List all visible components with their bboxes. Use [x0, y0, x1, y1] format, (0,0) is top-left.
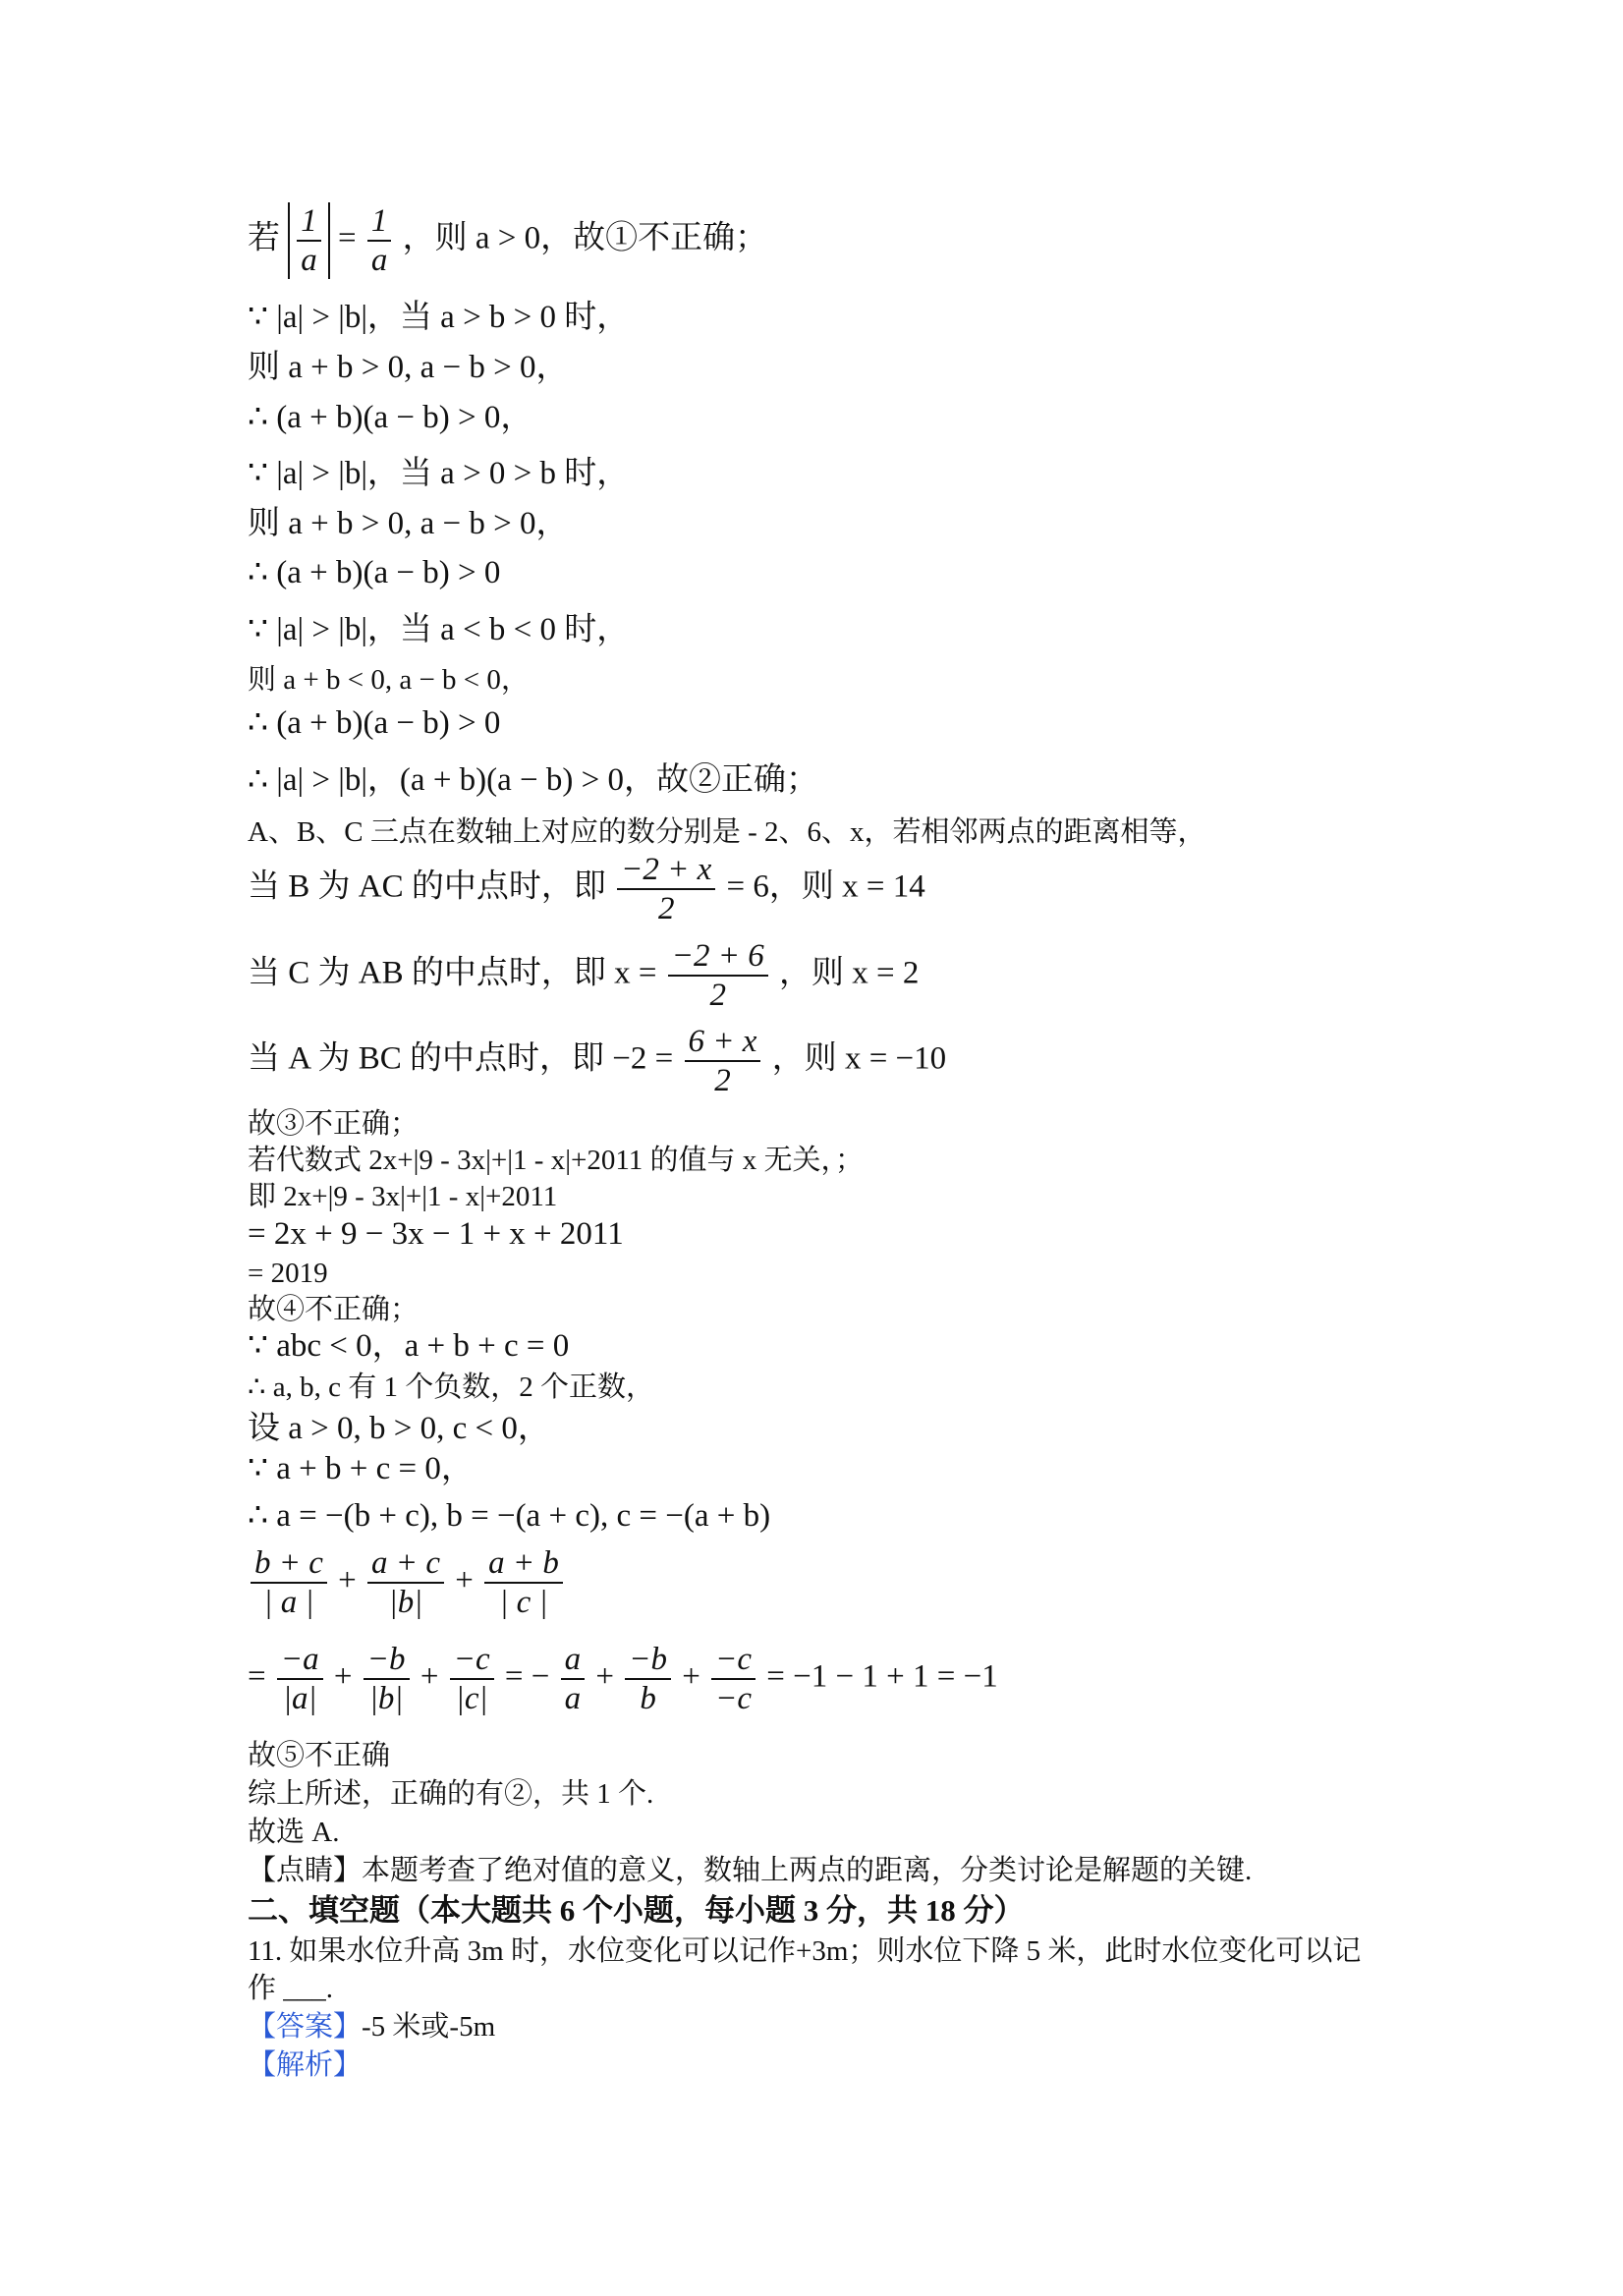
line: ∵ |a| > |b|，当 a < b < 0 时，: [248, 612, 630, 647]
text: 若: [248, 220, 280, 256]
fraction: $\frac{a + c}{|b|}$: [367, 1544, 444, 1621]
line: ∴ a = −(b + c), b = −(a + c), c = −(a + b): [248, 1498, 771, 1534]
line: ∵ |a| > |b|，当 a > 0 > b 时，: [248, 456, 630, 491]
line-fraction-sum: $\frac{b + c}{| a |}$ + $\frac{a + c}{|b|}$ + $\frac{a + b}{| c |}$: [248, 1544, 566, 1621]
line: ∴ (a + b)(a − b) > 0，: [248, 400, 533, 435]
line-midpoint-c: 当 C 为 AB 的中点时，即 x = $\frac{-2 + 6}{2}$ ，则 x = 2: [248, 938, 920, 1013]
fraction: $\frac{b + c}{| a |}$: [251, 1544, 327, 1621]
answer-tag: 【答案】: [248, 2011, 363, 2043]
line: 综上所述，正确的有②，共 1 个.: [248, 1778, 654, 1810]
line: 则 a + b > 0, a − b > 0，: [248, 506, 569, 541]
fraction: $\frac{-c}{|c|}$: [450, 1641, 494, 1717]
line: 设 a > 0, b > 0, c < 0，: [248, 1411, 550, 1446]
section-heading: 二、填空题（本大题共 6 个小题，每小题 3 分，共 18 分）: [248, 1893, 1025, 1928]
analysis-tag: 【解析】: [248, 2049, 363, 2081]
fraction: $\frac{-a}{|a|}$: [277, 1641, 323, 1717]
line: ∴ (a + b)(a − b) > 0: [248, 705, 501, 741]
line: ∴ a, b, c 有 1 个负数，2 个正数，: [248, 1372, 654, 1403]
line: 故④不正确；: [248, 1294, 420, 1325]
line: 故⑤不正确: [248, 1740, 391, 1771]
line: 即 2x+|9 - 3x|+|1 - x|+2011: [248, 1181, 558, 1212]
question-11-line-1: 11. 如果水位升高 3m 时，水位变化可以记作+3m；则水位下降 5 米，此时水位变化可以记: [248, 1935, 1362, 1967]
line-midpoint-b: 当 B 为 AC 的中点时，即 $\frac{-2 + x}{2}$ = 6，则 x = 14: [248, 852, 925, 926]
fraction: $\frac{-c}{-c}$: [711, 1641, 756, 1717]
line: A、B、C 三点在数轴上对应的数分别是 - 2、6、x，若相邻两点的距离相等，: [248, 816, 1206, 848]
line-fraction-result: = $\frac{-a}{|a|}$ + $\frac{-b}{|b|}$ + $\frac{-c}{|c|}$ = − $\frac{a}{a}$ + $\frac{-b}{b}$ + $\frac{-c}{-c}$ = −1 − 1 + 1 = −1: [248, 1642, 998, 1716]
fraction: $\frac{-b}{b}$: [625, 1641, 671, 1717]
line: 故选 A.: [248, 1817, 340, 1848]
abs-bars: [288, 202, 330, 279]
fraction: $\frac{1}{a}$: [367, 202, 392, 279]
line: 则 a + b > 0, a − b > 0，: [248, 350, 569, 385]
line: 故③不正确；: [248, 1108, 420, 1140]
line: ∵ abc < 0，a + b + c = 0: [248, 1328, 570, 1364]
dianjing-tag: 【点睛】: [248, 1855, 363, 1886]
line: ∵ a + b + c = 0，: [248, 1451, 474, 1486]
line: ∴ (a + b)(a − b) > 0: [248, 555, 501, 590]
line: ∵ |a| > |b|，当 a > b > 0 时，: [248, 300, 630, 335]
line: 则 a + b < 0, a − b < 0，: [248, 664, 530, 696]
line-midpoint-a: 当 A 为 BC 的中点时，即 −2 = $\frac{6 + x}{2}$ ，则 x = −10: [248, 1024, 947, 1098]
fraction: $\frac{6 + x}{2}$: [685, 1023, 761, 1099]
fraction: $\frac{1}{a}$: [297, 202, 321, 279]
answer-line: [248, 2007, 495, 2046]
line: 若代数式 2x+|9 - 3x|+|1 - x|+2011 的值与 x 无关，；: [248, 1145, 865, 1176]
answer-text: -5 米或-5m: [362, 2011, 496, 2043]
line-abs-reciprocal: 若 $\frac{1}{a}$ = $\frac{1}{a}$ ，则 a > 0，故①不正确；: [248, 203, 768, 278]
fraction: $\frac{-2 + 6}{2}$: [668, 937, 768, 1014]
dianjing-note: 【点睛】本题考查了绝对值的意义，数轴上两点的距离，分类讨论是解题的关键.: [248, 1855, 1253, 1886]
fraction: $\frac{-b}{|b|}$: [364, 1641, 410, 1717]
question-11-line-2: 作 ___.: [248, 1973, 334, 2004]
fraction: $\frac{-2 + x}{2}$: [617, 851, 715, 927]
line: ∴ |a| > |b|，(a + b)(a − b) > 0，故②正确；: [248, 762, 819, 798]
text: ，则 a > 0，故①不正确；: [402, 220, 768, 256]
line: = 2019: [248, 1258, 328, 1289]
fraction: $\frac{a + b}{| c |}$: [484, 1544, 563, 1621]
fraction: $\frac{a}{a}$: [561, 1641, 586, 1717]
line: = 2x + 9 − 3x − 1 + x + 2011: [248, 1216, 624, 1252]
